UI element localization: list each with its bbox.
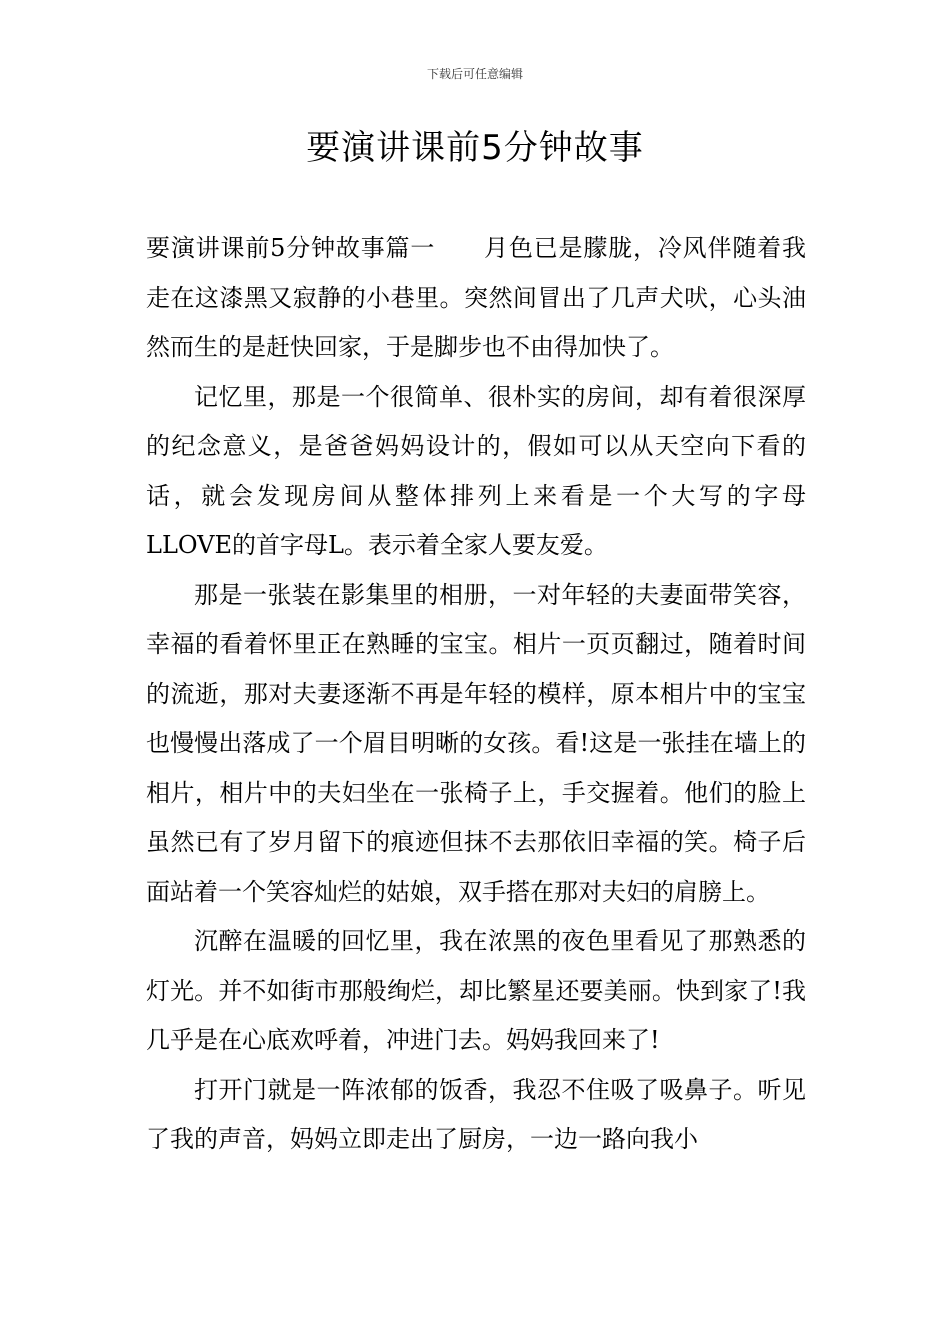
paragraph-1-text: 月色已是朦胧，冷风伴随着我走在这漆黑又寂静的小巷里。突然间冒出了几声犬吠，心头油然而生的是赶快回家，于是脚步也不由得加快了。 [146,234,806,361]
paragraph-2: 记忆里，那是一个很简单、很朴实的房间，却有着很深厚的纪念意义，是爸爸妈妈设计的，假如可以从天空向下看的话，就会发现房间从整体排列上来看是一个大写的字母LLOVE的首字母L。表示着全家人要友爱。 [146,382,806,559]
header-note: 下载后可任意编辑 [426,67,523,81]
document-body [146,224,806,1234]
paragraph-3: 那是一张装在影集里的相册，一对年轻的夫妻面带笑容，幸福的看着怀里正在熟睡的宝宝。相片一页页翻过，随着时间的流逝，那对夫妻逐渐不再是年轻的模样，原本相片中的宝宝也慢慢出落成了一个眉目明晰的女孩。看!这是一张挂在墙上的相片，相片中的夫妇坐在一张椅子上，手交握着。他们的脸上虽然已有了岁月留下的痕迹但抹不去那依旧幸福的笑。椅子后面站着一个笑容灿烂的姑娘，双手搭在那对夫妇的肩膀上。 [146,580,806,906]
paragraph-5: 打开门就是一阵浓郁的饭香，我忍不住吸了吸鼻子。听见了我的声音，妈妈立即走出了厨房，一边一路向我小 [146,1075,806,1153]
paragraph-1-lead: 要演讲课前5分钟故事篇一 [146,234,436,262]
document-title: 要演讲课前5分钟故事 [306,128,644,168]
paragraph-4: 沉醉在温暖的回忆里，我在浓黑的夜色里看见了那熟悉的灯光。并不如街市那般绚烂，却比繁星还要美丽。快到家了!我几乎是在心底欢呼着，冲进门去。妈妈我回来了! [146,927,806,1054]
paragraph-1 [146,224,806,373]
